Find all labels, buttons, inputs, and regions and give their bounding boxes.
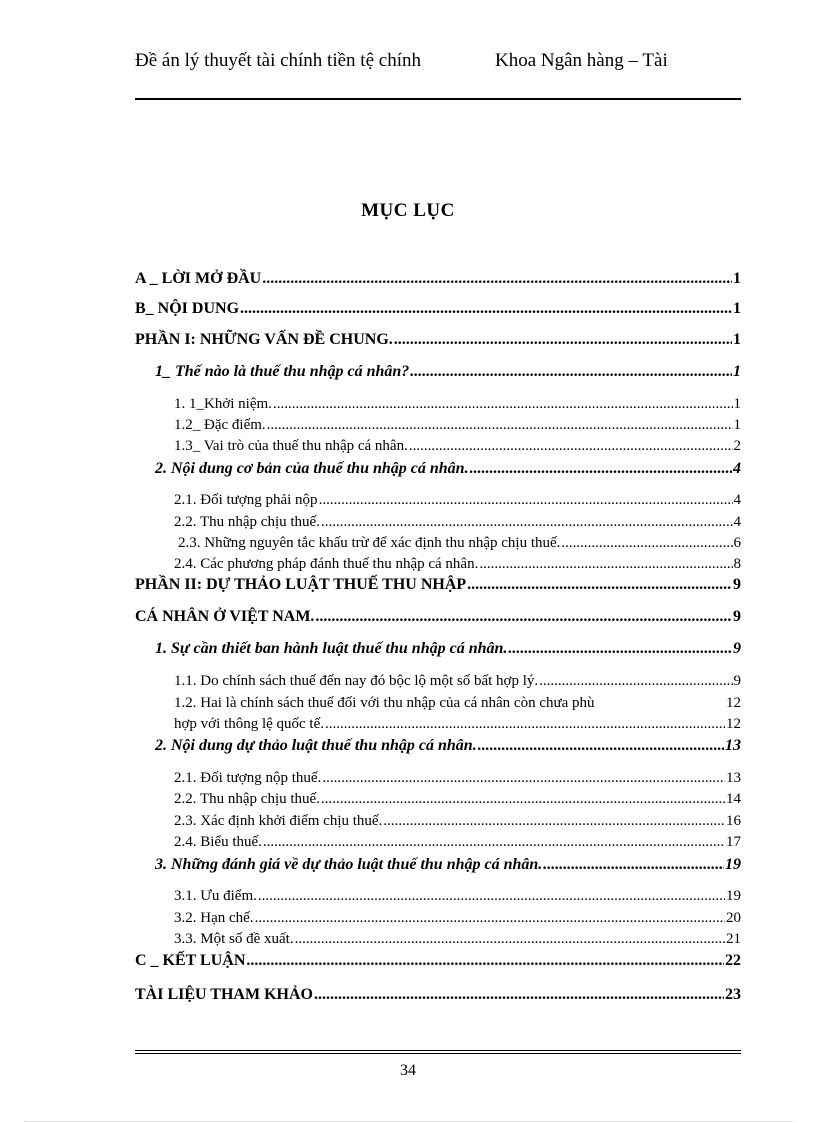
header-rule <box>135 98 741 100</box>
toc-entry[interactable] <box>174 910 741 927</box>
toc-entry-page: 12 <box>726 716 741 732</box>
header-document-title: Đề án lý thuyết tài chính tiền tệ chính <box>135 50 421 71</box>
toc-entry-page: 1 <box>733 363 741 380</box>
toc-entry-text: A _ LỜI MỞ ĐẦU <box>135 270 262 287</box>
toc-entry-text: 1. 1_Khởi niệm. <box>174 396 272 412</box>
toc-entry-page: 1 <box>733 331 741 348</box>
toc-entry-page: 19 <box>726 888 741 904</box>
toc-leader <box>561 535 732 552</box>
toc-leader <box>314 986 724 1004</box>
toc-entry-text: B_ NỘI DUNG <box>135 300 240 317</box>
page-number: 34 <box>400 1062 416 1079</box>
toc-entry-page: 21 <box>726 931 741 947</box>
toc-leader <box>539 673 732 690</box>
toc-leader <box>470 460 732 478</box>
toc-entry[interactable] <box>135 608 741 626</box>
toc-entry[interactable] <box>135 986 741 1004</box>
toc-entry[interactable] <box>174 931 741 948</box>
toc-leader <box>322 770 725 787</box>
toc-leader <box>467 576 732 594</box>
toc-entry[interactable] <box>174 417 741 434</box>
toc-entry-text: 2.4. Biểu thuế. <box>174 834 262 850</box>
toc-entry[interactable] <box>135 300 741 318</box>
toc-entry-text: C _ KẾT LUẬN <box>135 952 246 969</box>
toc-leader <box>319 492 733 509</box>
toc-entry-page: 13 <box>726 770 741 786</box>
toc-leader <box>410 363 732 381</box>
toc-leader <box>325 716 725 733</box>
toc-entry-page: 4 <box>733 514 741 530</box>
toc-entry[interactable] <box>174 556 741 573</box>
toc-entry-page: 4 <box>733 460 741 477</box>
toc-entry-page: 9 <box>733 673 741 689</box>
toc-entry[interactable] <box>155 640 741 658</box>
footer-rule <box>135 1053 741 1054</box>
toc-entry-page: 1 <box>733 396 741 412</box>
toc-entry[interactable] <box>174 438 741 455</box>
toc-leader <box>246 952 724 970</box>
toc-leader <box>508 640 732 658</box>
toc-leader <box>315 608 732 626</box>
toc-leader <box>321 791 725 808</box>
toc-entry-text: 3.1. Ưu điểm. <box>174 888 257 904</box>
toc-entry-text: 1_ Thế nào là thuế thu nhập cá nhân? <box>155 363 410 380</box>
toc-leader <box>321 514 733 531</box>
toc-entry-page: 4 <box>733 492 741 508</box>
toc-entry-text: 2. Nội dung cơ bản của thuế thu nhập cá nhân. <box>155 460 469 477</box>
toc-entry[interactable] <box>135 270 741 288</box>
toc-entry-text: hợp với thông lệ quốc tế. <box>174 716 325 732</box>
toc-entry[interactable] <box>174 813 741 830</box>
toc-entry-text: 1.2_ Đặc điểm. <box>174 417 266 433</box>
toc-entry-page: 6 <box>733 535 741 551</box>
toc-leader <box>267 417 733 434</box>
toc-leader <box>394 331 732 349</box>
toc-entry-text: 2.2. Thu nhập chịu thuế. <box>174 791 320 807</box>
toc-entry[interactable] <box>174 492 741 509</box>
page-edge <box>24 1121 794 1122</box>
toc-entry-text: 2.4. Các phương pháp đánh thuế thu nhập cá nhân. <box>174 556 479 572</box>
toc-entry[interactable] <box>178 535 741 552</box>
toc-leader <box>478 737 724 755</box>
toc-entry-page: 14 <box>726 791 741 807</box>
toc-entry[interactable] <box>135 331 741 349</box>
page-header <box>135 48 741 98</box>
toc-entry-text: 1.1. Do chính sách thuế đến nay đó bộc lộ một số bất hợp lý. <box>174 673 539 689</box>
toc-entry-page: 1 <box>733 270 741 287</box>
toc-entry-page: 9 <box>733 576 741 593</box>
toc-entry[interactable] <box>135 952 741 970</box>
toc-leader <box>295 931 725 948</box>
toc-entry-text: 1.2. Hai là chính sách thuế đối với thu nhập của cá nhân còn chưa phù <box>174 695 595 711</box>
footer-rule <box>135 1050 741 1051</box>
toc-entry-page: 9 <box>733 608 741 625</box>
toc-leader <box>258 888 725 905</box>
toc-leader <box>255 910 725 927</box>
toc-entry-page: 8 <box>733 556 741 572</box>
toc-entry-page: 16 <box>726 813 741 829</box>
toc-entry-page: 23 <box>725 986 741 1003</box>
toc-entry-page: 9 <box>733 640 741 657</box>
toc-entry[interactable] <box>174 770 741 787</box>
toc-entry[interactable] <box>174 695 741 712</box>
toc-entry-page: 12 <box>726 695 741 711</box>
toc-entry-page: 17 <box>726 834 741 850</box>
toc-entry-text: 2.2. Thu nhập chịu thuế. <box>174 514 320 530</box>
toc-entry-text: CÁ NHÂN Ở VIỆT NAM. <box>135 608 315 625</box>
toc-leader <box>273 396 733 413</box>
header-faculty: Khoa Ngân hàng – Tài <box>495 50 668 71</box>
toc-leader <box>479 556 732 573</box>
toc-entry-page: 22 <box>725 952 741 969</box>
toc-entry[interactable] <box>155 856 741 874</box>
toc-entry[interactable] <box>174 396 741 413</box>
toc-entry-page: 13 <box>725 737 741 754</box>
toc-entry-text: 3.2. Hạn chế. <box>174 910 254 926</box>
toc-entry[interactable] <box>174 716 741 733</box>
toc-entry-text: 2. Nội dung dự thảo luật thuế thu nhập cá nhân. <box>155 737 477 754</box>
toc-entry-text: 3.3. Một số đề xuất. <box>174 931 294 947</box>
toc-entry[interactable] <box>174 514 741 531</box>
toc-entry[interactable] <box>135 576 741 594</box>
toc-leader <box>409 438 733 455</box>
toc-leader <box>240 300 732 318</box>
toc-entry-text: TÀI LIỆU THAM KHẢO <box>135 986 313 1003</box>
toc-entry[interactable] <box>174 673 741 690</box>
toc-entry-text: 1.3_ Vai trò của thuế thu nhập cá nhân. <box>174 438 408 454</box>
toc-entry-page: 19 <box>725 856 741 873</box>
toc-entry-text: PHẦN II: DỰ THẢO LUẬT THUẾ THU NHẬP <box>135 576 467 593</box>
toc-entry[interactable] <box>174 834 741 851</box>
toc-entry-text: PHẦN I: NHỮNG VẤN ĐỀ CHUNG. <box>135 331 393 348</box>
toc-entry-text: 3. Những đánh giá về dự thảo luật thuế thu nhập cá nhân. <box>155 856 543 873</box>
toc-entry[interactable] <box>174 791 741 808</box>
toc-leader <box>543 856 724 874</box>
toc-entry[interactable] <box>155 460 741 478</box>
toc-entry-page: 20 <box>726 910 741 926</box>
toc-entry[interactable] <box>155 363 741 381</box>
toc-entry[interactable] <box>155 737 741 755</box>
toc-entry-text: 2.3. Những nguyên tắc khấu trừ để xác định thu nhập chịu thuế. <box>178 535 561 551</box>
toc-leader <box>263 834 725 851</box>
toc-leader <box>262 270 732 288</box>
toc-entry-page: 1 <box>733 417 741 433</box>
toc-entry[interactable] <box>174 888 741 905</box>
toc-entry-page: 2 <box>733 438 741 454</box>
toc-leader <box>383 813 725 830</box>
toc-entry-page: 1 <box>733 300 741 317</box>
toc-entry-text: 2.1. Đối tượng phải nộp <box>174 492 318 508</box>
toc-title: MỤC LỤC <box>361 200 455 221</box>
toc-entry-text: 2.3. Xác định khởi điểm chịu thuế. <box>174 813 383 829</box>
toc-entry-text: 2.1. Đối tượng nộp thuế. <box>174 770 322 786</box>
toc-entry-text: 1. Sự cần thiết ban hành luật thuế thu nhập cá nhân. <box>155 640 508 657</box>
